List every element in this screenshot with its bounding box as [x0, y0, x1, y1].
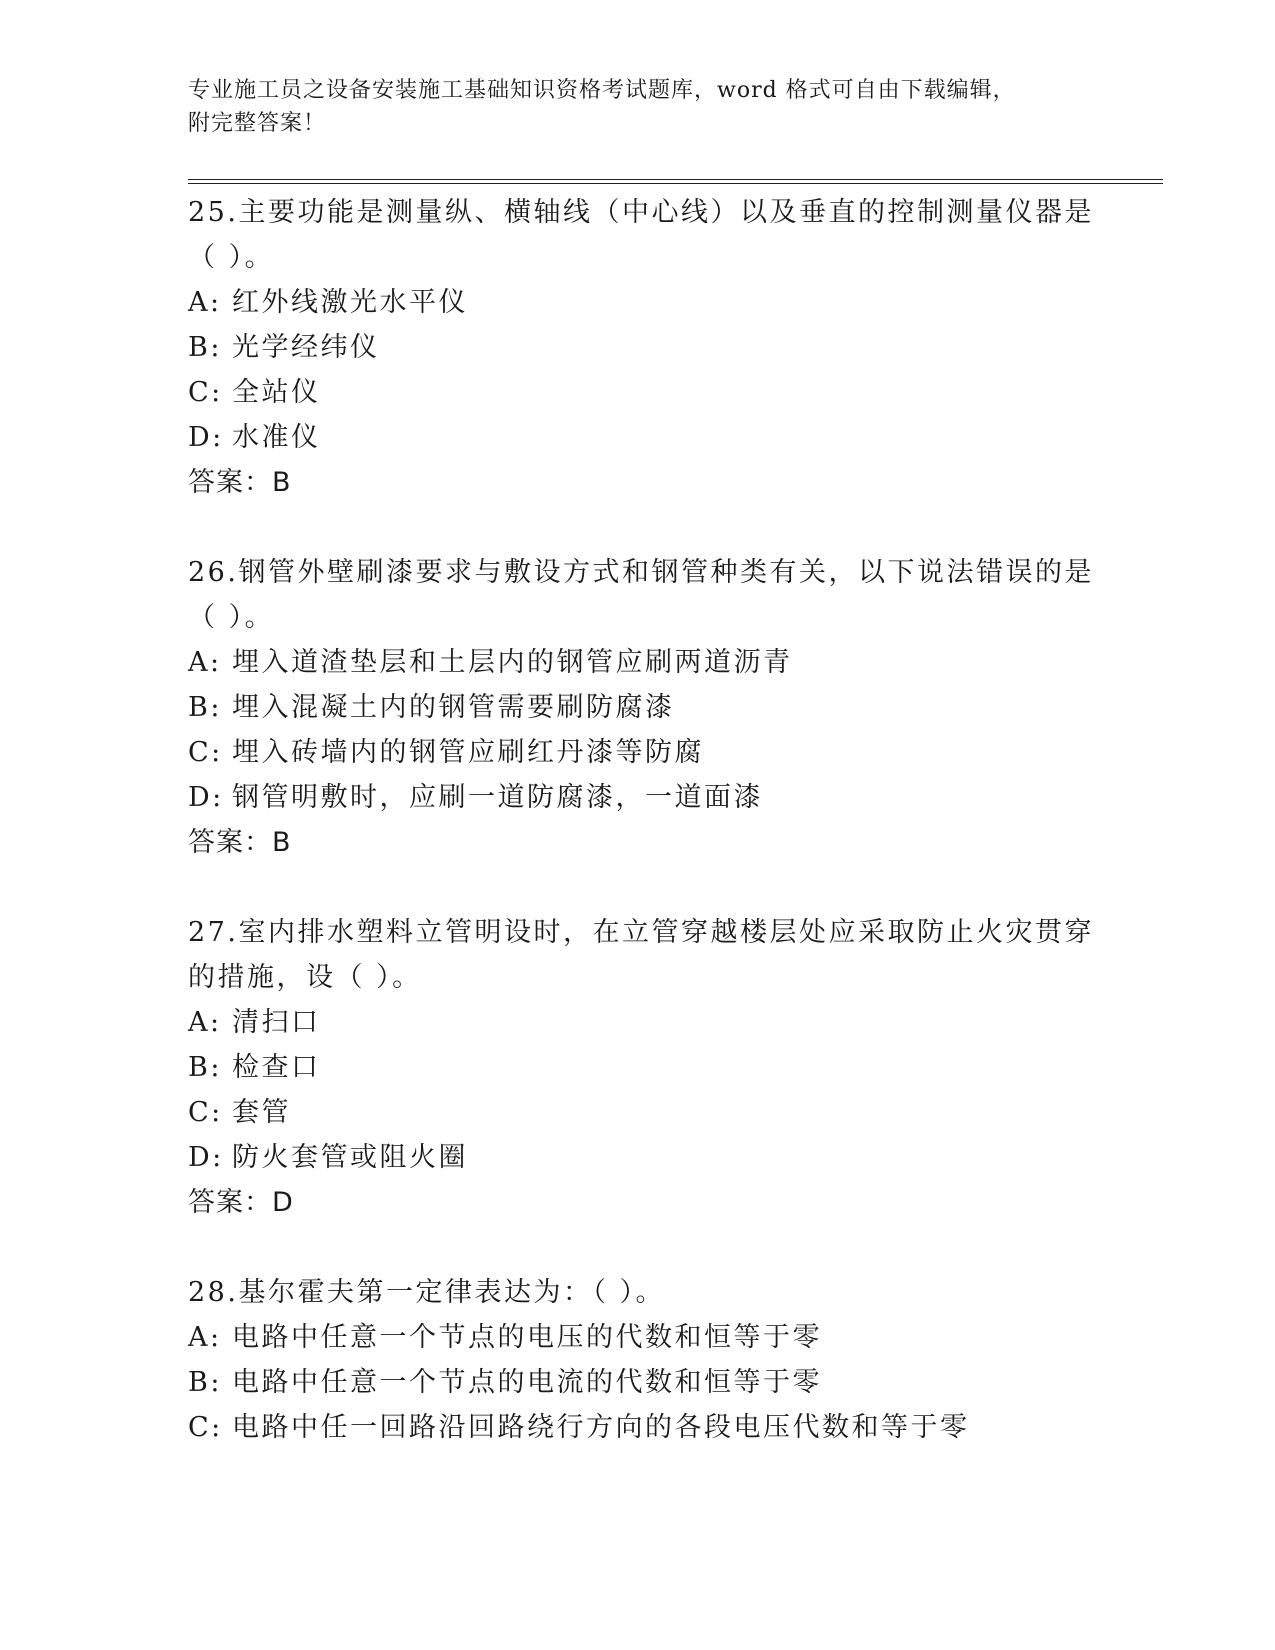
- header-line-2: 附完整答案！: [188, 111, 327, 136]
- option-text: 电路中任意一个节点的电流的代数和恒等于零: [232, 1367, 822, 1398]
- question-text: [188, 190, 1094, 280]
- option-text: 电路中任意一个节点的电压的代数和恒等于零: [232, 1322, 822, 1353]
- option-text: 电路中任一回路沿回路绕行方向的各段电压代数和等于零: [232, 1412, 970, 1443]
- question-text-line: 25.主要功能是测量纵、横轴线（中心线）以及垂直的控制测量仪器是: [188, 197, 1094, 228]
- option-text: 红外线激光水平仪: [232, 287, 468, 318]
- option-c: [188, 1405, 1088, 1450]
- option-c: [188, 370, 1088, 415]
- option-key: D:: [188, 1142, 224, 1173]
- option-c: [188, 1090, 1088, 1135]
- header-rule-bottom: [188, 183, 1163, 184]
- option-text: 光学经纬仪: [232, 332, 380, 363]
- option-key: A:: [188, 1007, 222, 1038]
- option-text: 埋入道渣垫层和土层内的钢管应刷两道沥青: [232, 647, 793, 678]
- option-key: A:: [188, 287, 222, 318]
- question-text-line: 26.钢管外壁刷漆要求与敷设方式和钢管种类有关，以下说法错误的是: [188, 557, 1094, 588]
- question-26: [188, 550, 1094, 865]
- option-text: 埋入砖墙内的钢管应刷红丹漆等防腐: [232, 737, 704, 768]
- option-key: C:: [188, 1097, 223, 1128]
- option-c: [188, 730, 1088, 775]
- answer-line: 答案：B: [188, 467, 292, 498]
- option-b: [188, 1360, 1088, 1405]
- question-text-line: 27.室内排水塑料立管明设时，在立管穿越楼层处应采取防止火灾贯穿: [188, 917, 1094, 948]
- option-text: 全站仪: [232, 377, 321, 408]
- option-b: [188, 1045, 1088, 1090]
- option-text: 水准仪: [232, 422, 321, 453]
- option-d: [188, 1135, 1088, 1180]
- option-key: C:: [188, 737, 223, 768]
- answer-line: 答案：D: [188, 1187, 294, 1218]
- option-text: 检查口: [232, 1052, 321, 1083]
- option-text: 清扫口: [232, 1007, 321, 1038]
- question-text: [188, 910, 1094, 1000]
- option-key: C:: [188, 1412, 223, 1443]
- header-line-1: 专业施工员之设备安装施工基础知识资格考试题库，word 格式可自由下载编辑，: [188, 78, 1016, 103]
- option-text: 钢管明敷时，应刷一道防腐漆，一道面漆: [232, 782, 763, 813]
- answer-line: 答案：B: [188, 827, 292, 858]
- question-27: [188, 910, 1094, 1225]
- question-text-line: 的措施，设（ ）。: [188, 962, 422, 993]
- option-key: B:: [188, 1367, 222, 1398]
- option-key: B:: [188, 1052, 222, 1083]
- option-key: C:: [188, 377, 223, 408]
- option-b: [188, 325, 1088, 370]
- question-25: [188, 190, 1094, 505]
- option-b: [188, 685, 1088, 730]
- question-text-line: （ ）。: [188, 602, 275, 633]
- question-text: [188, 1270, 1088, 1315]
- question-text-line: （ ）。: [188, 242, 275, 273]
- option-d: [188, 775, 1088, 820]
- option-text: 套管: [232, 1097, 291, 1128]
- option-key: A:: [188, 647, 222, 678]
- option-text: 埋入混凝土内的钢管需要刷防腐漆: [232, 692, 675, 723]
- header-rule-top: [188, 179, 1163, 180]
- option-d: [188, 415, 1088, 460]
- option-a: [188, 1000, 1088, 1045]
- option-key: B:: [188, 692, 222, 723]
- option-key: D:: [188, 782, 224, 813]
- question-list: [188, 190, 1094, 1450]
- question-text: [188, 550, 1094, 640]
- option-key: A:: [188, 1322, 222, 1353]
- option-a: [188, 1315, 1088, 1360]
- question-text-line: 28.基尔霍夫第一定律表达为：（ ）。: [188, 1277, 666, 1308]
- document-header: [188, 74, 1088, 140]
- option-key: B:: [188, 332, 222, 363]
- question-28: [188, 1270, 1088, 1450]
- option-text: 防火套管或阻火圈: [232, 1142, 468, 1173]
- option-a: [188, 280, 1088, 325]
- option-key: D:: [188, 422, 224, 453]
- option-a: [188, 640, 1088, 685]
